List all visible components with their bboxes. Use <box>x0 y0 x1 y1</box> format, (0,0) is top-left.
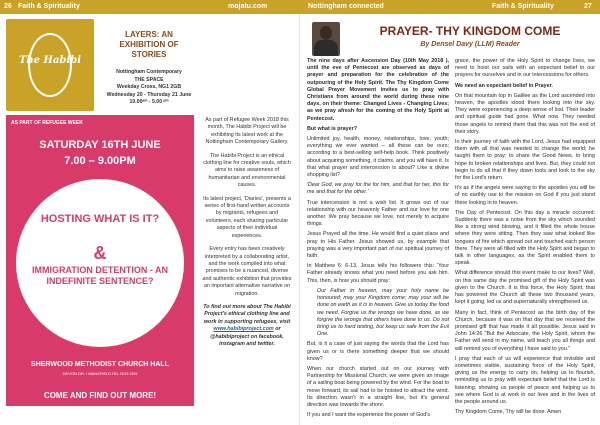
left-page-number: 26 <box>4 3 12 10</box>
exhibition-title: LAYERS: AN EXHIBITION OF STORIES <box>119 30 179 59</box>
article-paragraph: But, is it a case of just saying the words that the Lord has given us or is there something deeper that we should know? <box>307 341 449 362</box>
poster-time: 7.00 – 9.00PM <box>64 155 136 167</box>
poster-address: DEVON DR. / MANSFIELD RD. NG5 2EH <box>62 371 138 376</box>
poster-cta: COME AND FIND OUT MORE! <box>43 391 157 400</box>
logo-text: The Habibi <box>18 55 82 66</box>
poster-date: SATURDAY 16TH JUNE <box>39 139 161 151</box>
poster-headline-1: HOSTING WHAT IS IT? <box>40 213 160 225</box>
article-paragraph: But what is prayer? <box>307 125 358 132</box>
article-paragraph: True intercession is not a wish list. It grows out of our relationship with our heavenly Father and our love for one another. We pray because we love, not merely to acquire things. <box>307 199 449 228</box>
article-paragraph: grace, the power of the Holy Spirit to change lives, we need to hoist our sails with an expectant belief in our prayers for ourselves and in our intercessions for others. <box>455 58 595 79</box>
exhibition-paragraph: The Habibi Project is an ethical clothing line for creative souls, which aims to raise awareness of humanitarian and environmental causes. <box>203 152 291 189</box>
article-column-1 <box>307 58 449 422</box>
poster-headline-2: IMMIGRATION DETENTION - AN INDEFINITE SENTENCE? <box>32 265 168 286</box>
article-paragraph: It's as if the angels were saying to the apostles you will be of no earthly use to the mission on God if you just stand there looking in to heaven. <box>455 185 595 206</box>
article-paragraph: Jesus Prayed all the time. He would find a quiet place and pray to His Father. Jesus showed us, by example that praying was a very important part of our spiritual journey of faith. <box>307 231 449 260</box>
exhibition-paragraph: Its latest project, 'Diaries', presents a series of first-hand written accounts by migrants, refugees and volunteers, each sharing particular aspects of their individual experiences. <box>203 195 291 239</box>
article-paragraph: Our Father in heaven, may your holy name be honoured; may your Kingdom come; may your will be done on earth as it is in heaven. Give us today the food we need. Forgive us the wrongs we have done, as we forgive the wrongs that others have done to us. Do not bring us to hard testing, but keep us safe from the Evil One. <box>317 287 449 338</box>
article-paragraph: Unlimited joy, health, money, relationships, love, youth; everything we ever wanted – all these can be ours; according to a best-selling self-help book. Think positively about acquiring something, it claims, and you will have it. Is that what prayer and intercession is about? Like a divine shopping list? <box>307 136 449 179</box>
poster-tag: AS PART OF REFUGEE WEEK <box>11 120 83 126</box>
article-paragraph: Thy Kingdom Come, Thy will be done. Amen <box>455 409 562 416</box>
refugee-week-poster <box>6 115 194 420</box>
left-page-header <box>0 0 300 14</box>
right-section-title: Faith & Spirituality <box>492 3 554 10</box>
venue-line: Weekday Cross, NG1 2GB <box>116 84 182 90</box>
find-out-more-tail: or @habibiproject on facebook, instagram and twitter. <box>210 326 284 347</box>
article-byline: By Densel Davy (LLM) Reader <box>420 41 520 48</box>
author-photo <box>312 22 340 56</box>
page-divider <box>299 14 300 425</box>
exhibition-body <box>202 117 292 354</box>
habibi-logo <box>6 19 94 111</box>
article-paragraph: When our church started out on our journey with Partnership for Missional Church, we were given an image of a sailing boat being powered by the wind. For the boat to move forward, its sail had to be hoisted to attract the wind. Its direction wasn't in a straight line, but it's general direction was towards the shore. <box>307 365 449 408</box>
venue-line: Nottingham Contemporary <box>116 69 182 75</box>
site-name: mojatu.com <box>228 3 268 10</box>
article-paragraph: In Matthew 6: 6-13, Jesus tells his followers this: 'Your Father already knows what you need before you ask him. This, then, is how you should pray: <box>307 263 449 284</box>
article-paragraph: In their journey of faith with the Lord, Jesus had equipped them with all that was needed to change the world; he taught them to pray; to share the Good News, to bring hope to broken relationships and lives. But, they could not begin to do all that if they down tools and look to the sky for the Lord's return. <box>455 139 595 182</box>
article-paragraph: Many in fact, think of Pentecost as the birth day of the Church, because it was on that day that we received the promised gift that has made it all possible. Jesus said in John 14:26 "But the Advocate, the Holy Spirit, whom the Father will send in my name, will teach you all things and will remind you of everything I have said to you." <box>455 309 595 352</box>
venue-line: Wednesday 20 - Thursday 21 June <box>106 91 192 98</box>
exhibition-venue <box>105 69 193 107</box>
article-paragraph: On that mountain top in Galilee as the Lord ascended into heaven, the apostles stood there looking into the sky. They were experiencing a deep sense of lost. Their leader and spiritual guide had gone. What now. They needed those angels to remind them that this was not the end of their story. <box>455 92 595 135</box>
venue-line: THE SPACE <box>134 76 164 83</box>
article-paragraph: We need an expectant belief in Prayer. <box>455 82 553 89</box>
right-page-header <box>300 0 600 14</box>
author-photo-head <box>320 26 332 40</box>
poster-venue: SHERWOOD METHODIST CHURCH HALL <box>31 361 169 368</box>
article-title: PRAYER- THY KINGDOM COME <box>379 24 561 38</box>
right-connected-label: Nottingham connected <box>308 3 384 10</box>
article-paragraph: 'Dear God, we pray for the for him, and that for her, this for me and that for the other.' <box>307 182 449 196</box>
find-out-more <box>202 304 292 348</box>
article-column-2 <box>455 58 595 419</box>
poster-footer-bar <box>6 406 194 420</box>
habibi-website-link[interactable]: www.habibiproject.com <box>213 326 274 333</box>
exhibition-paragraph: Every entry has been creatively interpreted by a collaborating artist, and the work compiled into what promises to be a nuanced, diverse and authentic exhibition that provides an important alternative narrative on migration. <box>202 246 292 297</box>
venue-line: 10.00ᵃᵐ - 5.00 ᵖᵐ <box>129 99 169 105</box>
author-photo-body <box>314 40 338 56</box>
left-section-title: Faith & Spirituality <box>18 3 80 10</box>
find-out-more-text: To find out more about The Habibi Project's ethical clothing line and work in supporting refugees, visit <box>203 303 291 325</box>
poster-ampersand: & <box>93 243 107 263</box>
article-paragraph: The nine days after Ascension Day (10th May 2018 ), until the eve of Pentecost are observed as days of prayer and preparation for the celebration of the outpouring of the Holy Spirit. The Thy Kingdom Come Global Prayer Movement invites us to pray with Christians from around the world during these nine days, on their theme: Changed Lives - Changing Lives; as we pray afresh for the coming of the Holy Spirit at Pentecost. <box>307 58 449 122</box>
right-page-number: 27 <box>584 3 592 10</box>
article-paragraph: The Day of Pentecost. On this day a miracle occurred: Suddenly there was a noise from the sky which sounded like a strong wind blowing, and it filled the whole house where they were sitting. Then they saw what looked like tongues of fire which spread out and touched each person there. They were all filled with the Holy Spirit and began to talk in other languages, as the Spirit enabled them to speak. <box>455 209 595 267</box>
article-paragraph: I pray that each of us will experience that invisible and sometimes visible, sustaining force of the Holy Spirit, giving us the energy to carry on, helping us to flourish, reminding us to pray with expectant belief that the Lord is listening, showing us people of peace and helping us to see where God is at work in our lives and in the lives of the people around us. <box>455 355 595 405</box>
article-paragraph: If you and I want the experience the power of God's <box>307 412 430 419</box>
exhibition-paragraph: As part of Refugee Week 2018 this month, The Habibi Project will be exhibiting its latest work at the Nottingham Contemporary Gallery. <box>205 117 289 146</box>
article-paragraph: What difference should this event make to our lives? Well, on this same day the promised gift of the Holy Spirit was given to the Church. It is this force, the Holy Spirit, that has powered the Church all these two thousand years, kept it going, led us and supernaturally strengthened us. <box>455 270 595 306</box>
